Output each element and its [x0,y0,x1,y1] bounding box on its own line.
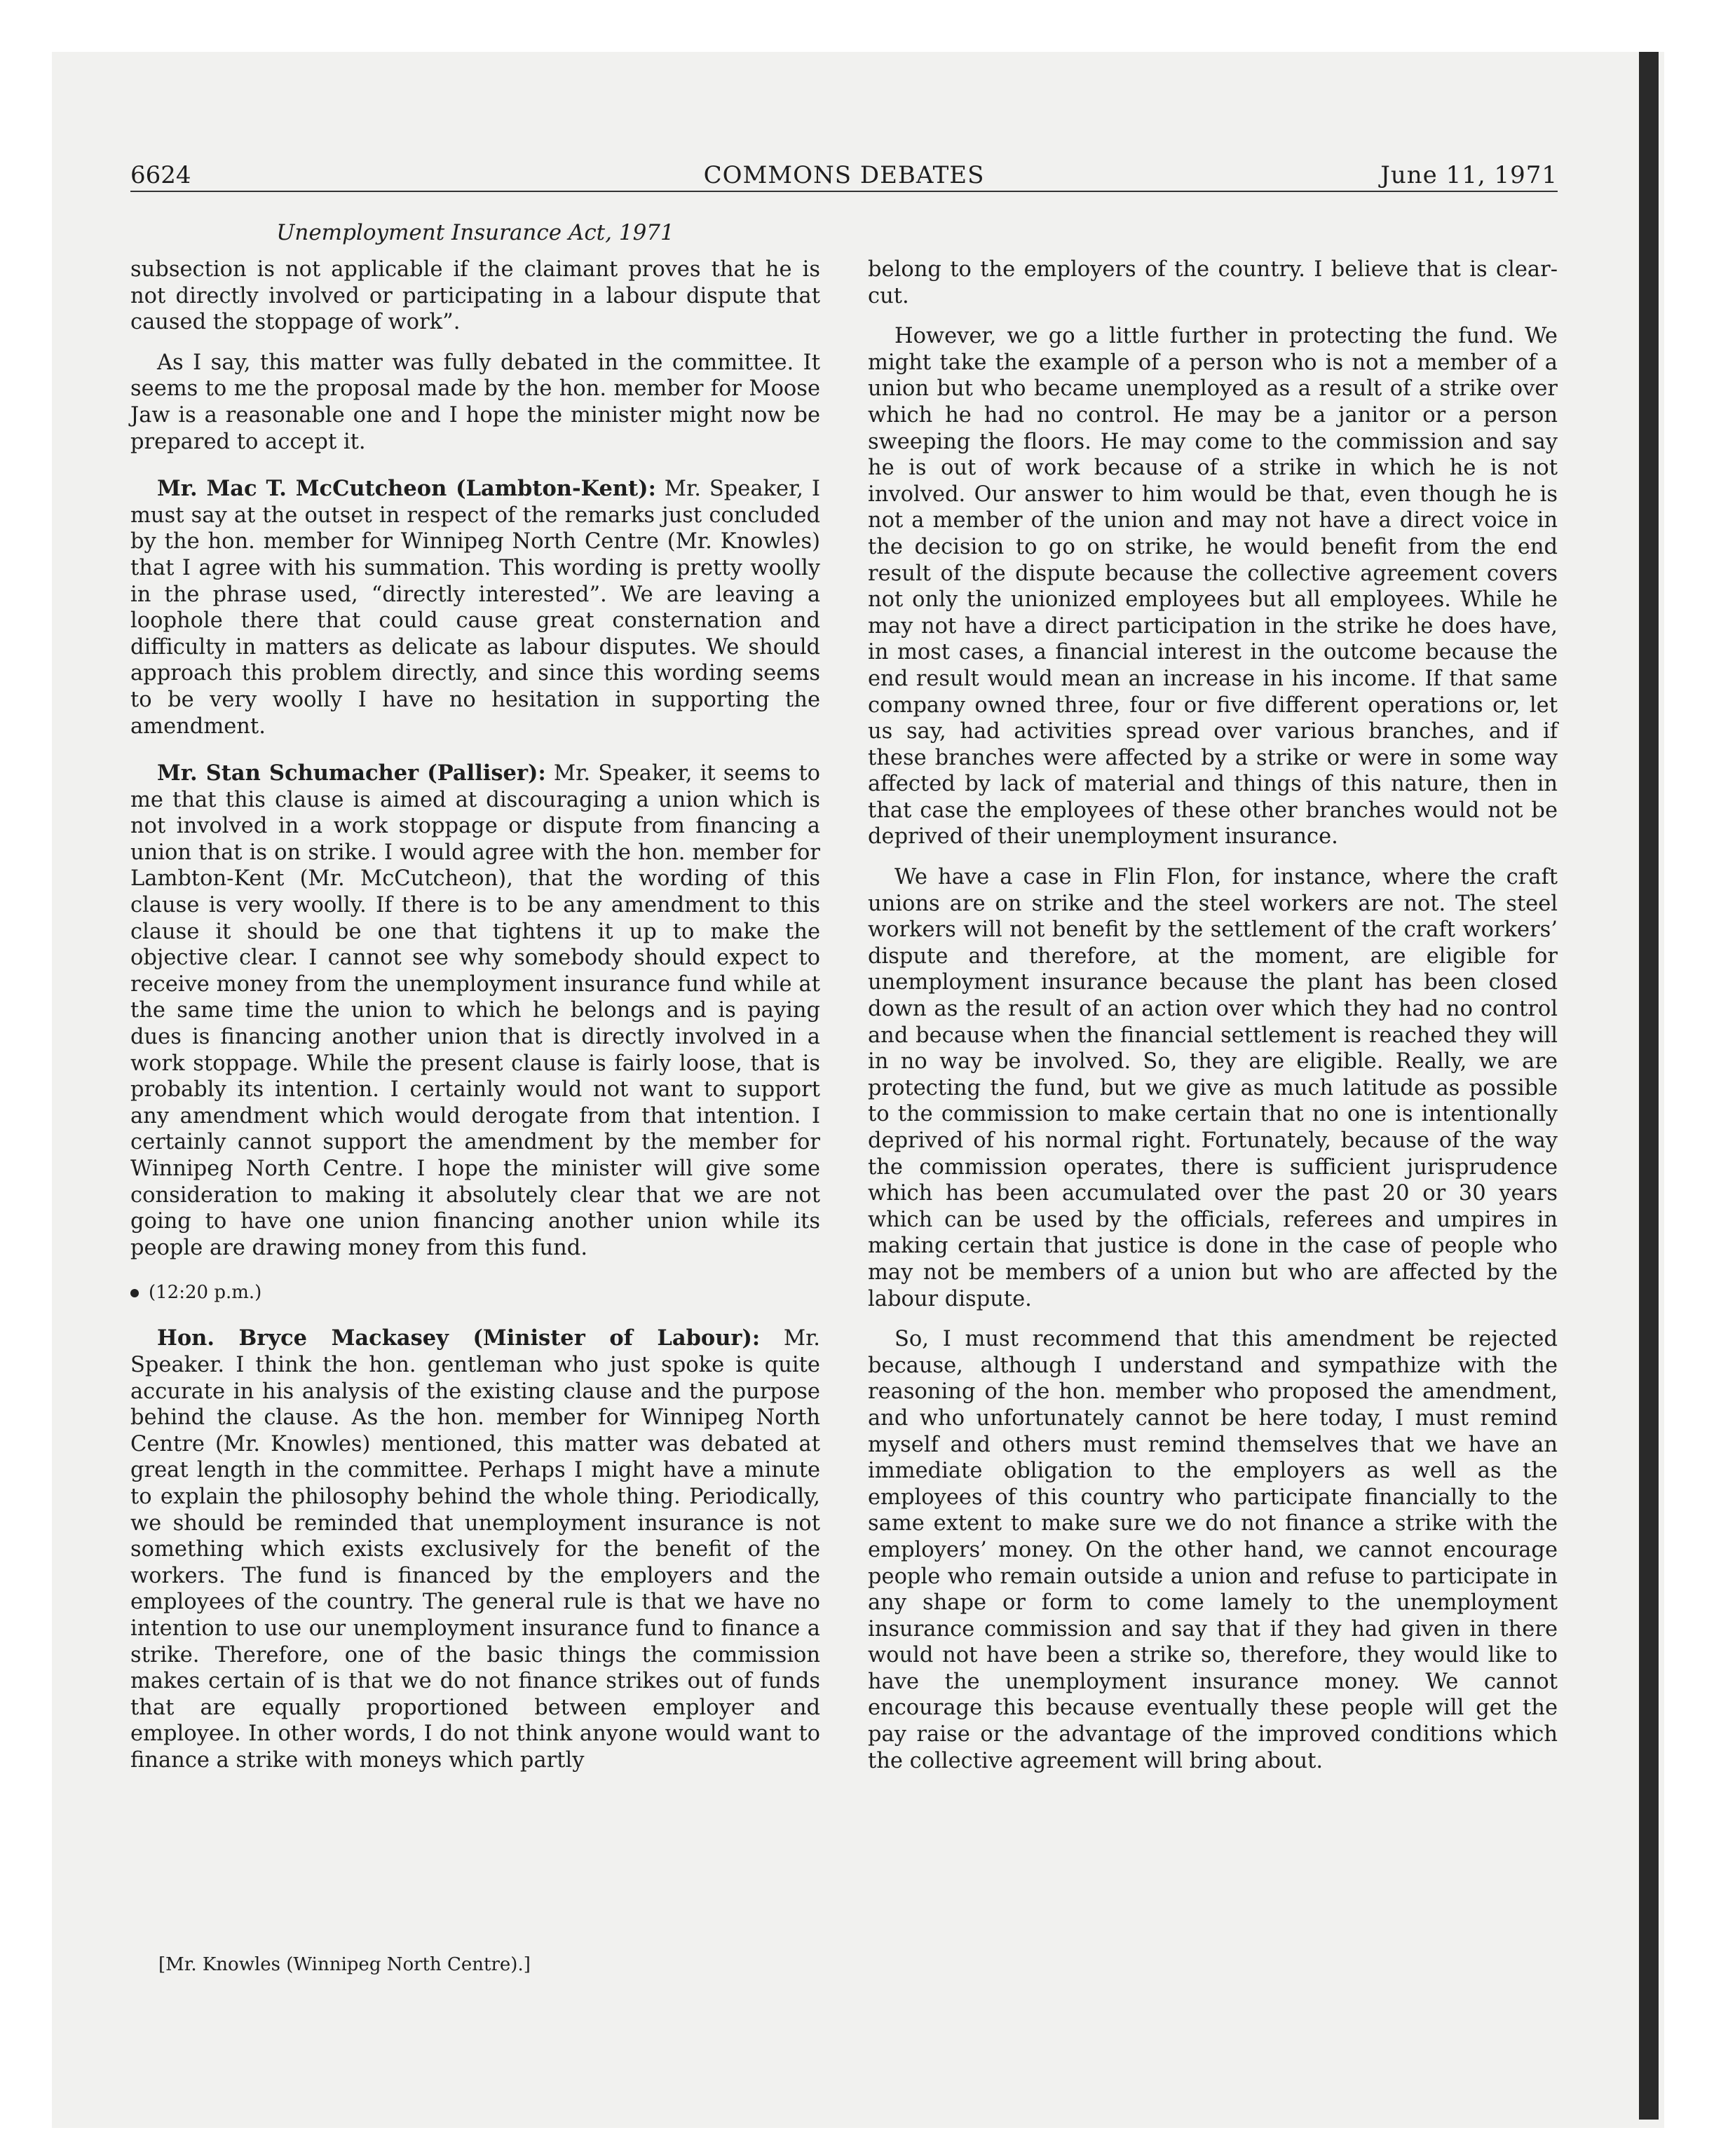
bullet-icon [130,1289,139,1297]
speech-text: Mr. Speaker, I must say at the outset in respect of the remarks just concluded by the hon. member for Winnipeg North Centre (Mr. Knowles) that I agree with his summation. This wording is pretty woolly in the phrase used, “directly interested”. We are leaving a loophole there that could cause great consternation and difficulty in matters as delicate as labour disputes. We should approach this problem directly, and since this wording seems to be very woolly I have no hesitation in supporting the amendment. [130,477,820,739]
scan-edge-shadow [1639,52,1659,2120]
footer-note: [Mr. Knowles (Winnipeg North Centre).] [158,1954,531,1975]
speech-schumacher [130,760,820,1261]
issue-date: June 11, 1971 [1380,161,1558,189]
publication-title: COMMONS DEBATES [703,161,985,189]
speaker-name: Hon. Bryce Mackasey (Minister of Labour): [157,1325,761,1351]
speech-text: Mr. Speaker, it seems to me that this clause is aimed at discouraging a union which is not involved in a work stoppage or dispute from financing a union that is on strike. I would agree with the hon. member for Lambton-Kent (Mr. McCutcheon), that the wording of this clause is very woolly. If there is to be any amendment to this clause it should be one that tightens it up to make the objective clear. I cannot see why somebody should expect to receive money from the unemployment insurance fund while at the same time the union to which he belongs and is paying dues is financing another union that is directly involved in a work stoppage. While the present clause is fairly loose, that is probably its intention. I certainly would not want to support any amendment which would derogate from that intention. I certainly cannot support the amendment by the member for Winnipeg North Centre. I hope the minister will give some consideration to making it absolutely clear that we are not going to have one union financing another union while its people are drawing money from this fund. [130,761,820,1260]
section-subheading: Unemployment Insurance Act, 1971 [276,220,674,245]
time-stamp-text: (12:20 p.m.) [149,1282,262,1304]
speaker-name: Mr. Stan Schumacher (Palliser): [157,760,546,786]
page-number: 6624 [130,161,191,189]
time-stamp [130,1281,820,1304]
paragraph: We have a case in Flin Flon, for instance, where the craft unions are on strike and the steel workers are not. The steel workers will not benefit by the settlement of the craft workers’ dispute and therefore, at the moment, are eligible for unemployment insurance because the plant has been closed down as the result of an action over which they had no control and because when the financial settlement is reached they will in no way be involved. So, they are eligible. Really, we are protecting the fund, but we give as much latitude as possible to the commission to make certain that no one is intentionally deprived of his normal right. Fortunately, because of the way the commission operates, there is sufficient jurisprudence which has been accumulated over the past 20 or 30 years which can be used by the officials, referees and umpires in making certain that justice is done in the case of people who may not be members of a union but who are affected by the labour dispute. [868,865,1558,1311]
paragraph: So, I must recommend that this amendment be rejected because, although I understand and sympathize with the reasoning of the hon. member who proposed the amendment, and who unfortunately cannot be here today, I must remind myself and others must remind themselves that we have an immediate obligation to the employers as well as the employees of this country who participate financially to the same extent to make sure we do not finance a strike with the employers’ money. On the other hand, we cannot encourage people who remain outside a union and refuse to participate in any shape or form to come lamely to the unemployment insurance commission and say that if they had given in there would not have been a strike so, therefore, they would like to have the unemployment insurance money. We cannot encourage this because eventually these people will get the pay raise or the advantage of the improved conditions which the collective agreement will bring about. [868,1327,1558,1773]
paragraph: As I say, this matter was fully debated in the committee. It seems to me the proposal made by the hon. member for Moose Jaw is a reasonable one and I hope the minister might now be prepared to accept it. [130,350,820,454]
speaker-name: Mr. Mac T. McCutcheon (Lambton-Kent): [157,476,656,502]
left-column [130,257,820,1787]
paragraph: subsection is not applicable if the claimant proves that he is not directly involved or participating in a labour dispute that caused the stoppage of work”. [130,257,820,335]
speech-mackasey [130,1325,820,1773]
paragraph: However, we go a little further in protecting the fund. We might take the example of a person who is not a member of a union but who became unemployed as a result of a strike over which he had no control. He may be a janitor or a person sweeping the floors. He may come to the commission and say he is out of work because of a strike in which he is not involved. Our answer to him would be that, even though he is not a member of the union and may not have a direct voice in the decision to go on strike, he would benefit from the end result of the dispute because the collective agreement covers not only the unionized employees but all employees. While he may not have a direct participation in the strike he does have, in most cases, a financial interest in the outcome because the end result would mean an increase in his income. If that same company owned three, four or five different operations or, let us say, had activities spread over various branches, and if these branches were affected by a strike or were in some way affected by lack of material and things of this nature, then in that case the employees of these other branches would not be deprived of their unemployment insurance. [868,324,1558,850]
running-header [130,160,1558,192]
paragraph: belong to the employers of the country. I believe that is clear-cut. [868,257,1558,308]
speech-mccutcheon [130,476,820,739]
right-column [868,257,1558,1788]
speech-text: Mr. Speaker. I think the hon. gentleman who just spoke is quite accurate in his analysis of the existing clause and the purpose behind the clause. As the hon. member for Winnipeg North Centre (Mr. Knowles) mentioned, this matter was debated at great length in the committee. Perhaps I might have a minute to explain the philosophy behind the whole thing. Periodically, we should be reminded that unemployment insurance is not something which exists exclusively for the benefit of the workers. The fund is financed by the employers and the employees of the country. The general rule is that we have no intention to use our unemployment insurance fund to finance a strike. Therefore, one of the basic things the commission makes certain of is that we do not finance strikes out of funds that are equally proportioned between employer and employee. In other words, I do not think anyone would want to finance a strike with moneys which partly [130,1326,820,1773]
